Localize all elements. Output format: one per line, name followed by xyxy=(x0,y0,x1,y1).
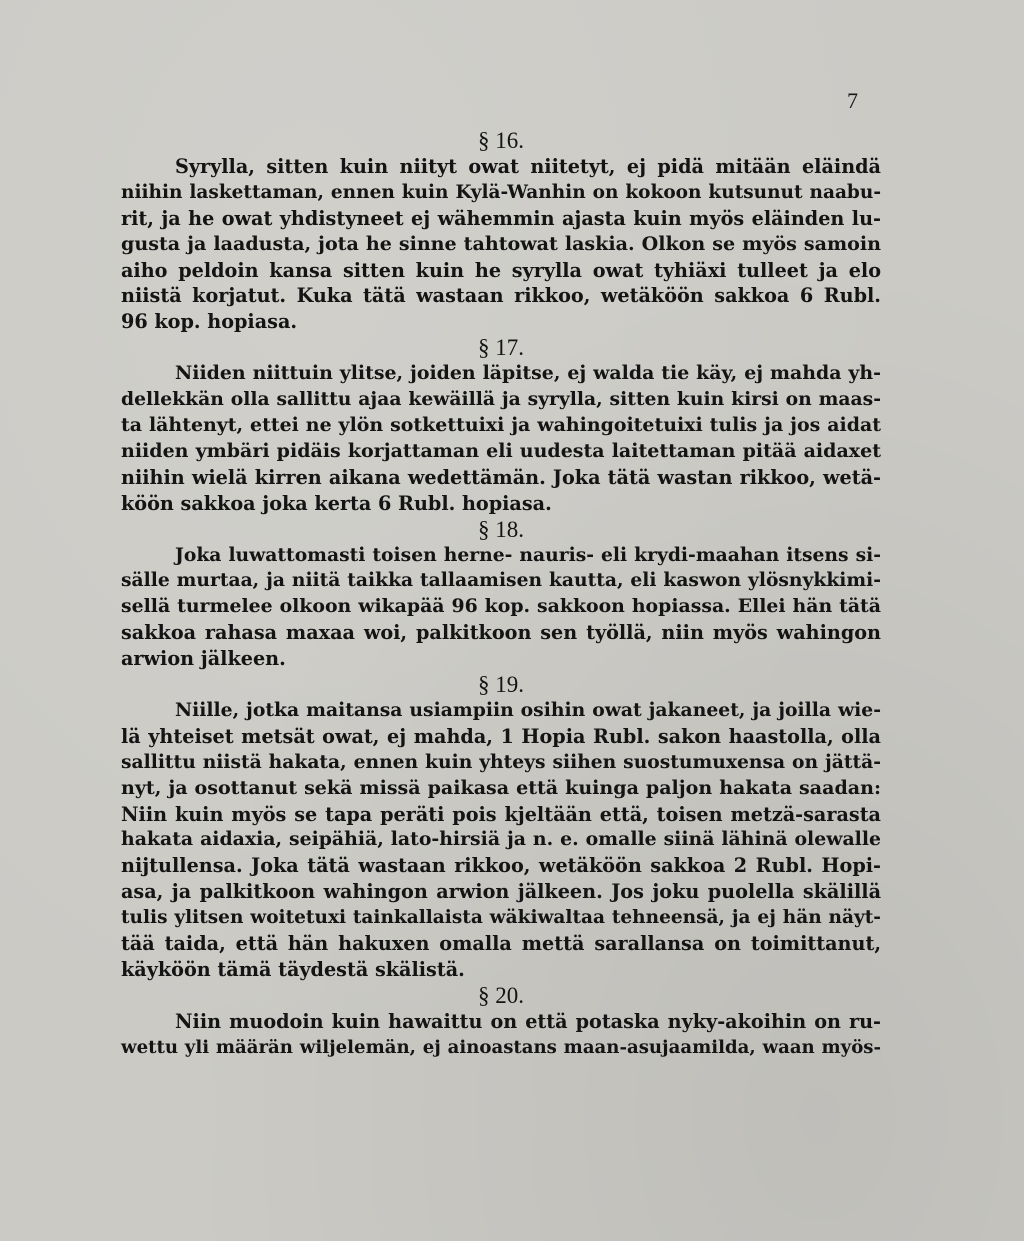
text-line: niihin wielä kirren aikana wedettämän. Joka tätä wastan rikkoo, wetä- xyxy=(121,465,881,489)
section-heading-20: § 20. xyxy=(478,982,524,1008)
text-line: arwion jälkeen. xyxy=(121,647,286,671)
text-line: sallittu niistä hakata, ennen kuin yhteys siihen suostumuxensa on jättä- xyxy=(121,750,881,773)
text-line: nyt, ja osottanut sekä missä paikasa että kuinga paljon hakata saadan: xyxy=(121,776,881,799)
paragraph-16 xyxy=(121,154,881,335)
text-line: Syrylla, sitten kuin niityt owat niitetyt, ej pidä mitään eläindä xyxy=(175,154,881,178)
page-number: 7 xyxy=(847,88,858,113)
section-heading-17: § 17. xyxy=(478,335,524,361)
text-line: 96 kop. hopiasa. xyxy=(121,310,298,334)
text-line: nijtullensa. Joka tätä wastaan rikkoo, wetäköön sakkoa 2 Rubl. Hopi- xyxy=(121,854,881,878)
paragraph-17 xyxy=(121,361,881,516)
text-line: niistä korjatut. Kuka tätä wastaan rikkoo, wetäköön sakkoa 6 Rubl. xyxy=(121,284,881,308)
text-line: dellekkän olla sallittu ajaa kewäillä ja syrylla, sitten kuin kirsi on maas- xyxy=(121,388,881,411)
text-line: sellä turmelee olkoon wikapää 96 kop. sakkoon hopiassa. Ellei hän tätä xyxy=(121,595,881,618)
text-line: tulis ylitsen woitetuxi tainkallaista wäkiwaltaa tehneensä, ja ej hän näyt- xyxy=(121,907,881,929)
paragraph-18 xyxy=(121,543,881,673)
text-line: Niiden niittuin ylitse, joiden läpitse, ej walda tie käy, ej mahda yh- xyxy=(175,362,881,385)
text-line: asa, ja palkitkoon wahingon arwion jälkeen. Jos joku puolella skälillä xyxy=(121,880,881,904)
text-line: rit, ja he owat yhdistyneet ej wähemmin ajasta kuin myös eläinden lu- xyxy=(121,206,881,230)
text-line: sälle murtaa, ja niitä taikka tallaamisen kautta, eli kaswon ylösnykkimi- xyxy=(121,569,881,592)
paragraph-19 xyxy=(121,698,881,983)
text-line: ta lähtenyt, ettei ne ylön sotkettuixi ja wahingoitetuixi tulis ja jos aidat xyxy=(121,413,881,436)
text-line: niiden ymbäri pidäis korjattaman eli uudesta laitettaman pitää aidaxet xyxy=(121,439,881,462)
text-line: niihin laskettaman, ennen kuin Kylä-Wanhin on kokoon kutsunut naabu- xyxy=(121,181,881,203)
text-line: aiho peldoin kansa sitten kuin he syrylla owat tyhiäxi tulleet ja elo xyxy=(121,258,881,282)
text-line: Niin muodoin kuin hawaittu on että potaska nyky-akoihin on ru- xyxy=(175,1009,881,1033)
section-heading-19: § 19. xyxy=(478,672,524,698)
text-line: Joka luwattomasti toisen herne- nauris- eli krydi-maahan itsens si- xyxy=(175,543,881,566)
text-line: hakata aidaxia, seipähiä, lato-hirsiä ja n. e. omalle siinä lähinä olewalle xyxy=(121,828,881,851)
text-line: Niin kuin myös se tapa peräti pois kjeltään että, toisen metzä-sarasta xyxy=(121,802,881,826)
section-heading-16: § 16. xyxy=(478,128,524,153)
text-line: käyköön tämä täydestä skälistä. xyxy=(121,958,465,981)
text-line: tää taida, että hän hakuxen omalla mettä sarallansa on toimittanut, xyxy=(121,932,881,956)
body-text xyxy=(121,128,881,1061)
text-line: Niille, jotka maitansa usiampiin osihin owat jakaneet, ja joilla wie- xyxy=(175,698,881,721)
text-line: gusta ja laadusta, jota he sinne tahtowat laskia. Olkon se myös samoin xyxy=(121,232,881,255)
section-heading-18: § 18. xyxy=(478,516,524,542)
text-line: sakkoa rahasa maxaa woi, palkitkoon sen työllä, niin myös wahingon xyxy=(121,621,881,645)
paragraph-20 xyxy=(121,1009,881,1061)
text-line: köön sakkoa joka kerta 6 Rubl. hopiasa. xyxy=(121,491,552,515)
text-line: wettu yli määrän wiljelemän, ej ainoastans maan-asujaamilda, waan myös- xyxy=(121,1036,881,1058)
text-line: lä yhteiset metsät owat, ej mahda, 1 Hopia Rubl. sakon haastolla, olla xyxy=(121,724,881,748)
